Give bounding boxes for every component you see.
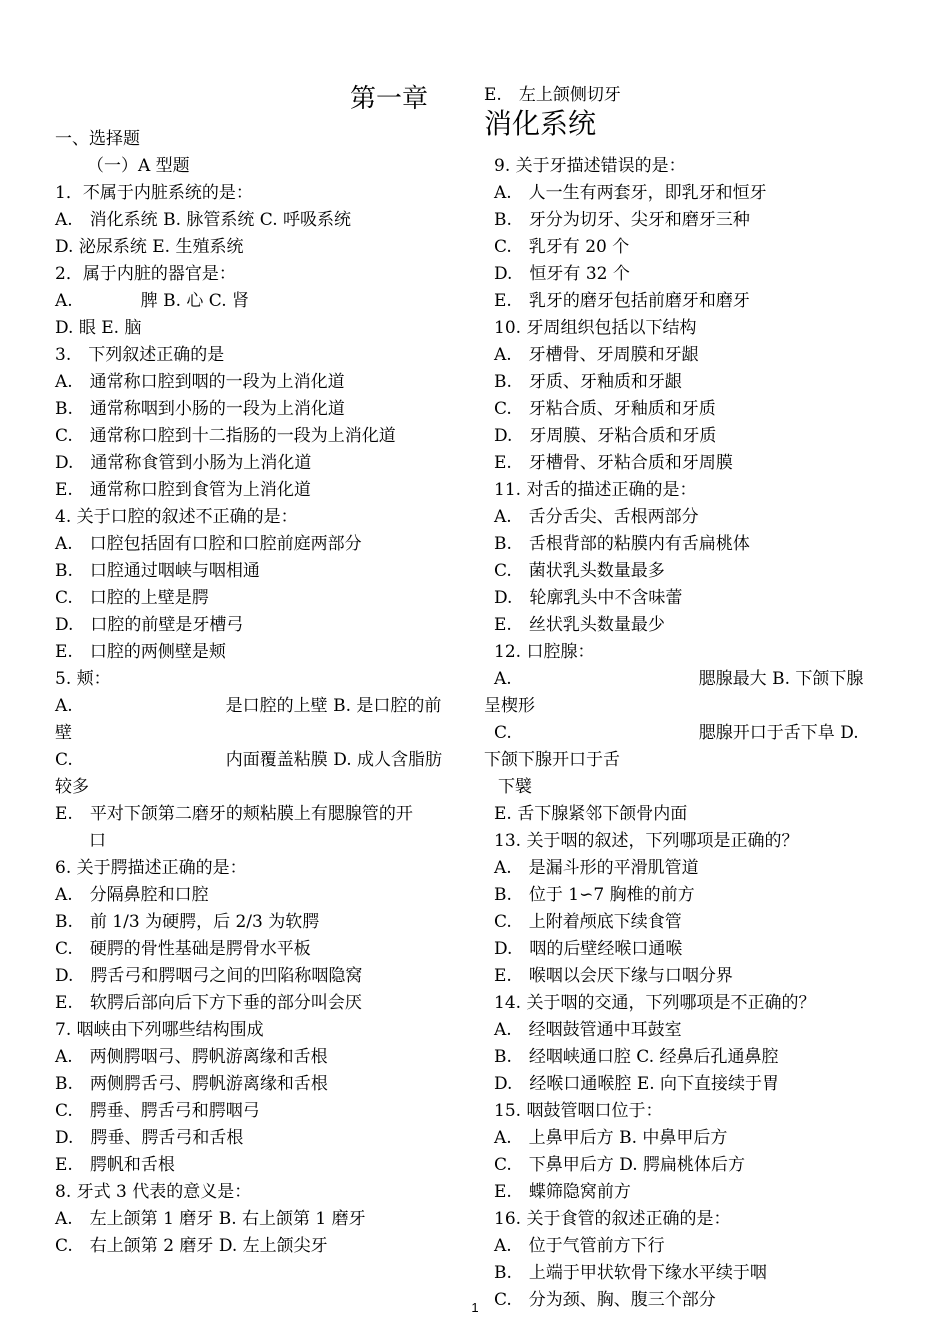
question-line: 10. 牙周组织包括以下结构 xyxy=(494,318,697,338)
question-line: 9. 关于牙描述错误的是： xyxy=(494,156,686,176)
subsection-heading: （一）A 型题 xyxy=(87,156,190,176)
option-line: A. 口腔包括固有口腔和口腔前庭两部分 xyxy=(55,534,362,554)
option-line: E. 丝状乳头数量最少 xyxy=(494,615,665,635)
question-line: 3. 下列叙述正确的是 xyxy=(55,345,225,365)
question-line: 1．不属于内脏系统的是： xyxy=(55,183,253,203)
option-line: 口 xyxy=(55,831,106,851)
question-line: 12. 口腔腺： xyxy=(494,642,595,662)
option-line: B. 位于 1∽7 胸椎的前方 xyxy=(494,885,695,905)
option-line: A. 经咽鼓管通中耳鼓室 xyxy=(494,1020,682,1040)
question-line: 2．属于内脏的器官是： xyxy=(55,264,236,284)
option-line: E. 腭帆和舌根 xyxy=(55,1155,175,1175)
option-line: C. 口腔的上壁是腭 xyxy=(55,588,209,608)
option-line: D. 咽的后壁经喉口通喉 xyxy=(494,939,683,959)
option-line: C. 腮腺开口于舌下阜 D. xyxy=(494,723,859,743)
option-line: E. 口腔的两侧壁是颊 xyxy=(55,642,226,662)
option-line: D. 腭垂、腭舌弓和舌根 xyxy=(55,1128,244,1148)
question-line: 11. 对舌的描述正确的是： xyxy=(494,480,697,500)
option-line: A. 人一生有两套牙，即乳牙和恒牙 xyxy=(494,183,767,203)
option-line: 壁 xyxy=(55,723,72,743)
option-line: E. 左上颌侧切牙 xyxy=(484,85,621,105)
option-line: A. 分隔鼻腔和口腔 xyxy=(55,885,209,905)
option-line: A. 脾 B. 心 C. 肾 xyxy=(55,291,249,311)
question-line: 5. 颊： xyxy=(55,669,111,689)
option-line: B. 牙质、牙釉质和牙龈 xyxy=(494,372,682,392)
question-line: 8. 牙式 3 代表的意义是： xyxy=(55,1182,252,1202)
chapter-title: 第一章 xyxy=(350,84,429,114)
option-line: B. 舌根背部的粘膜内有舌扁桃体 xyxy=(494,534,750,554)
section-heading: 一、选择题 xyxy=(55,129,140,149)
option-line: 较多 xyxy=(55,777,89,797)
option-line: D. 通常称食管到小肠为上消化道 xyxy=(55,453,312,473)
question-line: 7. 咽峡由下列哪些结构围成 xyxy=(55,1020,264,1040)
subject-title: 消化系统 xyxy=(484,107,597,140)
option-line: D. 牙周膜、牙粘合质和牙质 xyxy=(494,426,717,446)
option-line: A. 通常称口腔到咽的一段为上消化道 xyxy=(55,372,345,392)
option-line: C. 上附着颅底下续食管 xyxy=(494,912,682,932)
option-line: A. 舌分舌尖、舌根两部分 xyxy=(494,507,699,527)
option-line: E. 蝶筛隐窝前方 xyxy=(494,1182,631,1202)
option-line: A. 位于气管前方下行 xyxy=(494,1236,665,1256)
option-line: C. 右上颌第 2 磨牙 D. 左上颌尖牙 xyxy=(55,1236,328,1256)
option-line: C. 内面覆盖粘膜 D. 成人含脂肪 xyxy=(55,750,443,770)
option-line: E. 平对下颌第二磨牙的颊粘膜上有腮腺管的开 xyxy=(55,804,413,824)
option-line: D. 经喉口通喉腔 E. 向下直接续于胃 xyxy=(494,1074,780,1094)
question-line: 15. 咽鼓管咽口位于： xyxy=(494,1101,663,1121)
option-line: A. 上鼻甲后方 B. 中鼻甲后方 xyxy=(494,1128,728,1148)
option-line: D. 恒牙有 32 个 xyxy=(494,264,630,284)
option-line: A. 牙槽骨、牙周膜和牙龈 xyxy=(494,345,699,365)
question-line: 16. 关于食管的叙述正确的是： xyxy=(494,1209,731,1229)
option-line: E. 舌下腺紧邻下颌骨内面 xyxy=(494,804,688,824)
option-line: A. 左上颌第 1 磨牙 B. 右上颌第 1 磨牙 xyxy=(55,1209,366,1229)
option-line: C. 菌状乳头数量最多 xyxy=(494,561,665,581)
option-line: C. 牙粘合质、牙釉质和牙质 xyxy=(494,399,716,419)
option-line: C. 分为颈、胸、腹三个部分 xyxy=(494,1290,716,1310)
option-line: E. 软腭后部向后下方下垂的部分叫会厌 xyxy=(55,993,362,1013)
option-line: A. 是口腔的上壁 B. 是口腔的前 xyxy=(55,696,442,716)
option-line: E. 喉咽以会厌下缘与口咽分界 xyxy=(494,966,733,986)
option-line: D. 轮廓乳头中不含味蕾 xyxy=(494,588,683,608)
option-line: E. 牙槽骨、牙粘合质和牙周膜 xyxy=(494,453,733,473)
option-line: D. 口腔的前壁是牙槽弓 xyxy=(55,615,244,635)
option-line: C. 乳牙有 20 个 xyxy=(494,237,630,257)
option-line: A. 两侧腭咽弓、腭帆游离缘和舌根 xyxy=(55,1047,328,1067)
question-line: 4. 关于口腔的叙述不正确的是： xyxy=(55,507,298,527)
option-line: C. 下鼻甲后方 D. 腭扁桃体后方 xyxy=(494,1155,746,1175)
option-line: B. 通常称咽到小肠的一段为上消化道 xyxy=(55,399,345,419)
option-line: E. 通常称口腔到食管为上消化道 xyxy=(55,480,311,500)
option-line: 呈楔形 xyxy=(484,696,535,716)
question-line: 6. 关于腭描述正确的是： xyxy=(55,858,247,878)
option-line: A. 消化系统 B. 脉管系统 C. 呼吸系统 xyxy=(55,210,351,230)
option-line: D. 腭舌弓和腭咽弓之间的凹陷称咽隐窝 xyxy=(55,966,363,986)
option-line: C. 腭垂、腭舌弓和腭咽弓 xyxy=(55,1101,260,1121)
option-line: B. 牙分为切牙、尖牙和磨牙三种 xyxy=(494,210,750,230)
option-line: 下颌下腺开口于舌 xyxy=(484,750,620,770)
option-line: B. 口腔通过咽峡与咽相通 xyxy=(55,561,260,581)
question-line: 13. 关于咽的叙述，下列哪项是正确的？ xyxy=(494,831,799,851)
option-line: B. 两侧腭舌弓、腭帆游离缘和舌根 xyxy=(55,1074,328,1094)
page-number: 1 xyxy=(471,1300,479,1315)
option-line: C. 硬腭的骨性基础是腭骨水平板 xyxy=(55,939,311,959)
option-line: B. 经咽峡通口腔 C. 经鼻后孔通鼻腔 xyxy=(494,1047,779,1067)
question-line: 14. 关于咽的交通，下列哪项是不正确的？ xyxy=(494,993,816,1013)
option-line: B. 前 1/3 为硬腭，后 2/3 为软腭 xyxy=(55,912,320,932)
option-line: 下襞 xyxy=(498,777,532,797)
option-line: D. 泌尿系统 E. 生殖系统 xyxy=(55,237,244,257)
option-line: C. 通常称口腔到十二指肠的一段为上消化道 xyxy=(55,426,396,446)
option-line: A. 腮腺最大 B. 下颌下腺 xyxy=(494,669,864,689)
option-line: A. 是漏斗形的平滑肌管道 xyxy=(494,858,699,878)
option-line: B. 上端于甲状软骨下缘水平续于咽 xyxy=(494,1263,767,1283)
option-line: E. 乳牙的磨牙包括前磨牙和磨牙 xyxy=(494,291,750,311)
option-line: D. 眼 E. 脑 xyxy=(55,318,142,338)
